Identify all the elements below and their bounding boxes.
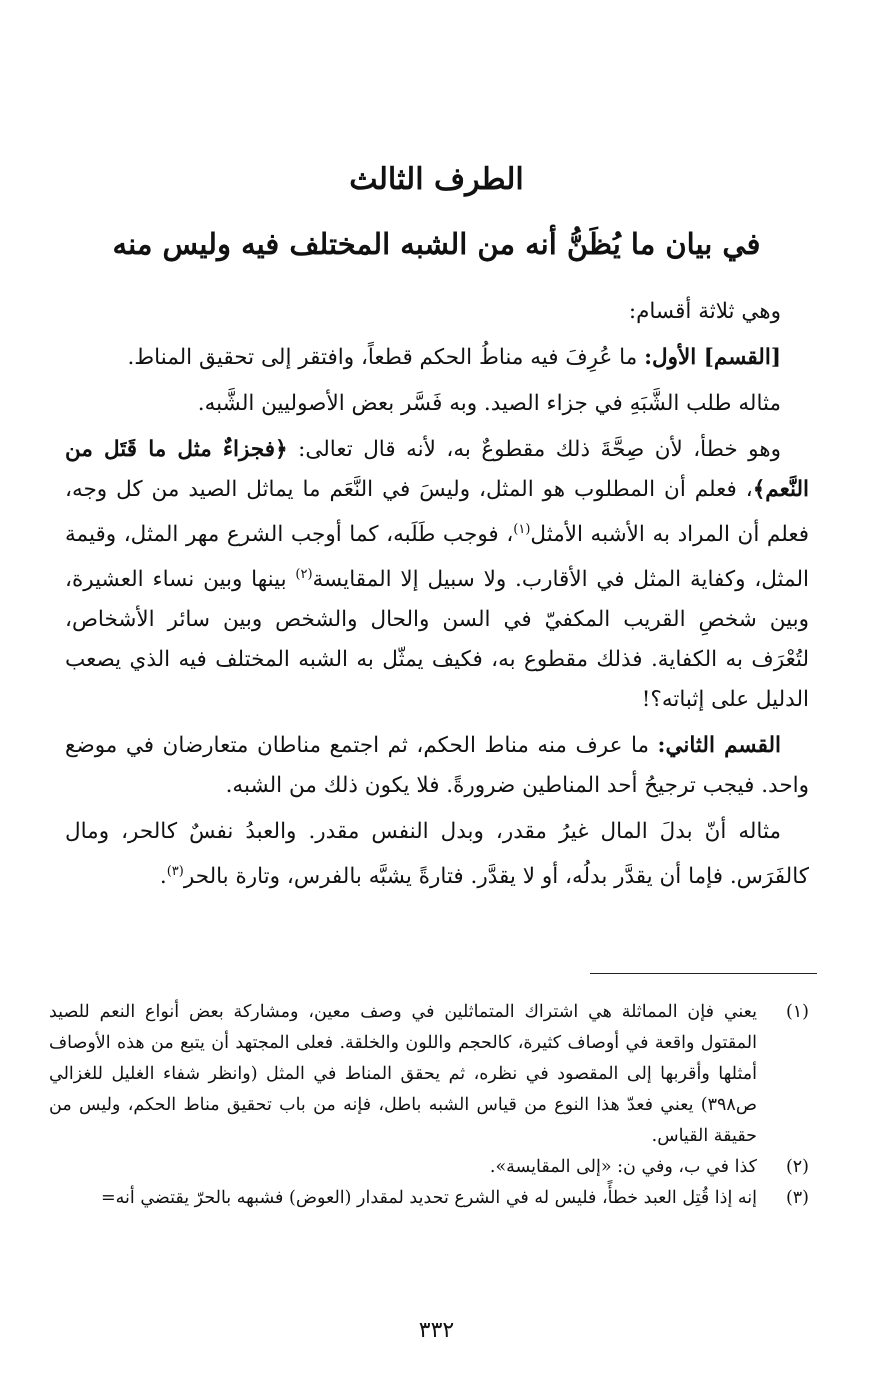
second-section-label: القسم الثاني: [657,733,781,759]
section-subtitle: في بيان ما يُظَنُّ أنه من الشبه المختلف فيه وليس منه [112,227,761,261]
page-number: ٣٣٢ [418,1318,455,1343]
refutation-text-1: وهو خطأ، لأن صِحَّةَ ذلك مقطوعٌ به، لأنه قال تعالى: [287,437,781,462]
footnote-ref-3[interactable]: (٣) [166,864,184,880]
refutation-text-4: بينها وبين نساء العشيرة، وبين شخصِ القريب المكفيّ في السن والحال والشخص وبين سائر الأشخاص، لتُعْرَف به الكفاية. فذلك مقطوع به، فكيف يمثّل به الشبه المختلف فيه الذي يصعب الدليل على إثباته؟! [65,567,809,713]
paragraph-second-section [65,726,809,806]
footnote-ref-2[interactable]: (٢) [295,567,313,583]
footnote-3 [49,1183,809,1214]
footnote-number: (٢) [785,1157,809,1177]
footnote-number: (٣) [785,1188,809,1208]
second-example-text: مثاله أنّ بدلَ المال غيرُ مقدر، وبدل النفس مقدر. والعبدُ نفسٌ كالحر، ومال كالفَرَس. فإما أن يقدَّر بدلُه، أو لا يقدَّر. فتارةً يشبَّه بالفرس، وتارة بالحر [65,819,809,890]
first-section-label: [القسم] الأول: [644,345,781,370]
footnote-ref-1[interactable]: (١) [513,522,531,537]
footnote-2 [49,1152,809,1183]
first-section-text: ما عُرِفَ فيه مناطُ الحكم قطعاً، وافتقر إلى تحقيق المناط. [127,345,645,370]
footnote-text: كذا في ب، وفي ن: «إلى المقايسة». [489,1157,757,1177]
footnote-1 [49,997,809,1152]
footnotes [49,997,809,1214]
paragraph-refutation [65,430,809,720]
section-title: الطرف الثالث [349,162,524,197]
second-example-end: . [159,864,167,890]
second-section-text: ما عرف منه مناط الحكم، ثم اجتمع مناطان متعارضان في موضع واحد. فيجب ترجيحُ أحد المناطين ضرورةً. فلا يكون ذلك من الشبه. [65,733,809,799]
paragraph-example: مثاله طلب الشَّبَهِ في جزاء الصيد. وبه فَسَّر بعض الأصوليين الشَّبه. [197,391,781,416]
paragraph-second-example [65,812,809,897]
refutation-text-3: ، فوجب طَلَبه، كما أوجب الشرع مهر المثل، وقيمة المثل، وكفاية المثل في الأقارب. ولا سبيل إلا المقايسة [65,522,809,593]
intro-paragraph: وهي ثلاثة أقسام: [628,299,781,324]
footnote-text: يعني فإن المماثلة هي اشتراك المتماثلين في وصف معين، ومشاركة بعض أنواع النعم للصيد المقتول واقعة في أوصاف كثيرة، كالحجم واللون والخلقة. فعلى المجتهد أن يتبع من هذه الأوصاف أمثلها وأقربها إلى المقصود في نظره، ثم يحقق المناط في المثل (وانظر شفاء الغليل للغزالي ص٣٩٨) يعني فعدّ هذا النوع من قياس الشبه باطل، فإنه من باب تحقيق مناط الحكم، وليس من حقيقة القياس. [49,1002,757,1146]
footnote-text: إنه إذا قُتِل العبد خطأً، فليس له في الشرع تحديد لمقدار (العوض) فشبهه بالحرّ يقتضي أنه= [101,1188,757,1208]
footnote-divider [590,973,817,974]
refutation-text-2: ، فعلم أن المطلوب هو المثل، وليسَ في النَّعَم ما يماثل الصيد من كل وجه، فعلم أن المراد به الأشبه الأمثل [65,477,810,548]
paragraph-first-section [65,338,809,378]
main-text [65,292,809,903]
footnote-number: (١) [785,1002,809,1022]
quran-verse: ﴿فجزاءٌ مثل ما قَتَل من النَّعم﴾ [65,437,809,502]
